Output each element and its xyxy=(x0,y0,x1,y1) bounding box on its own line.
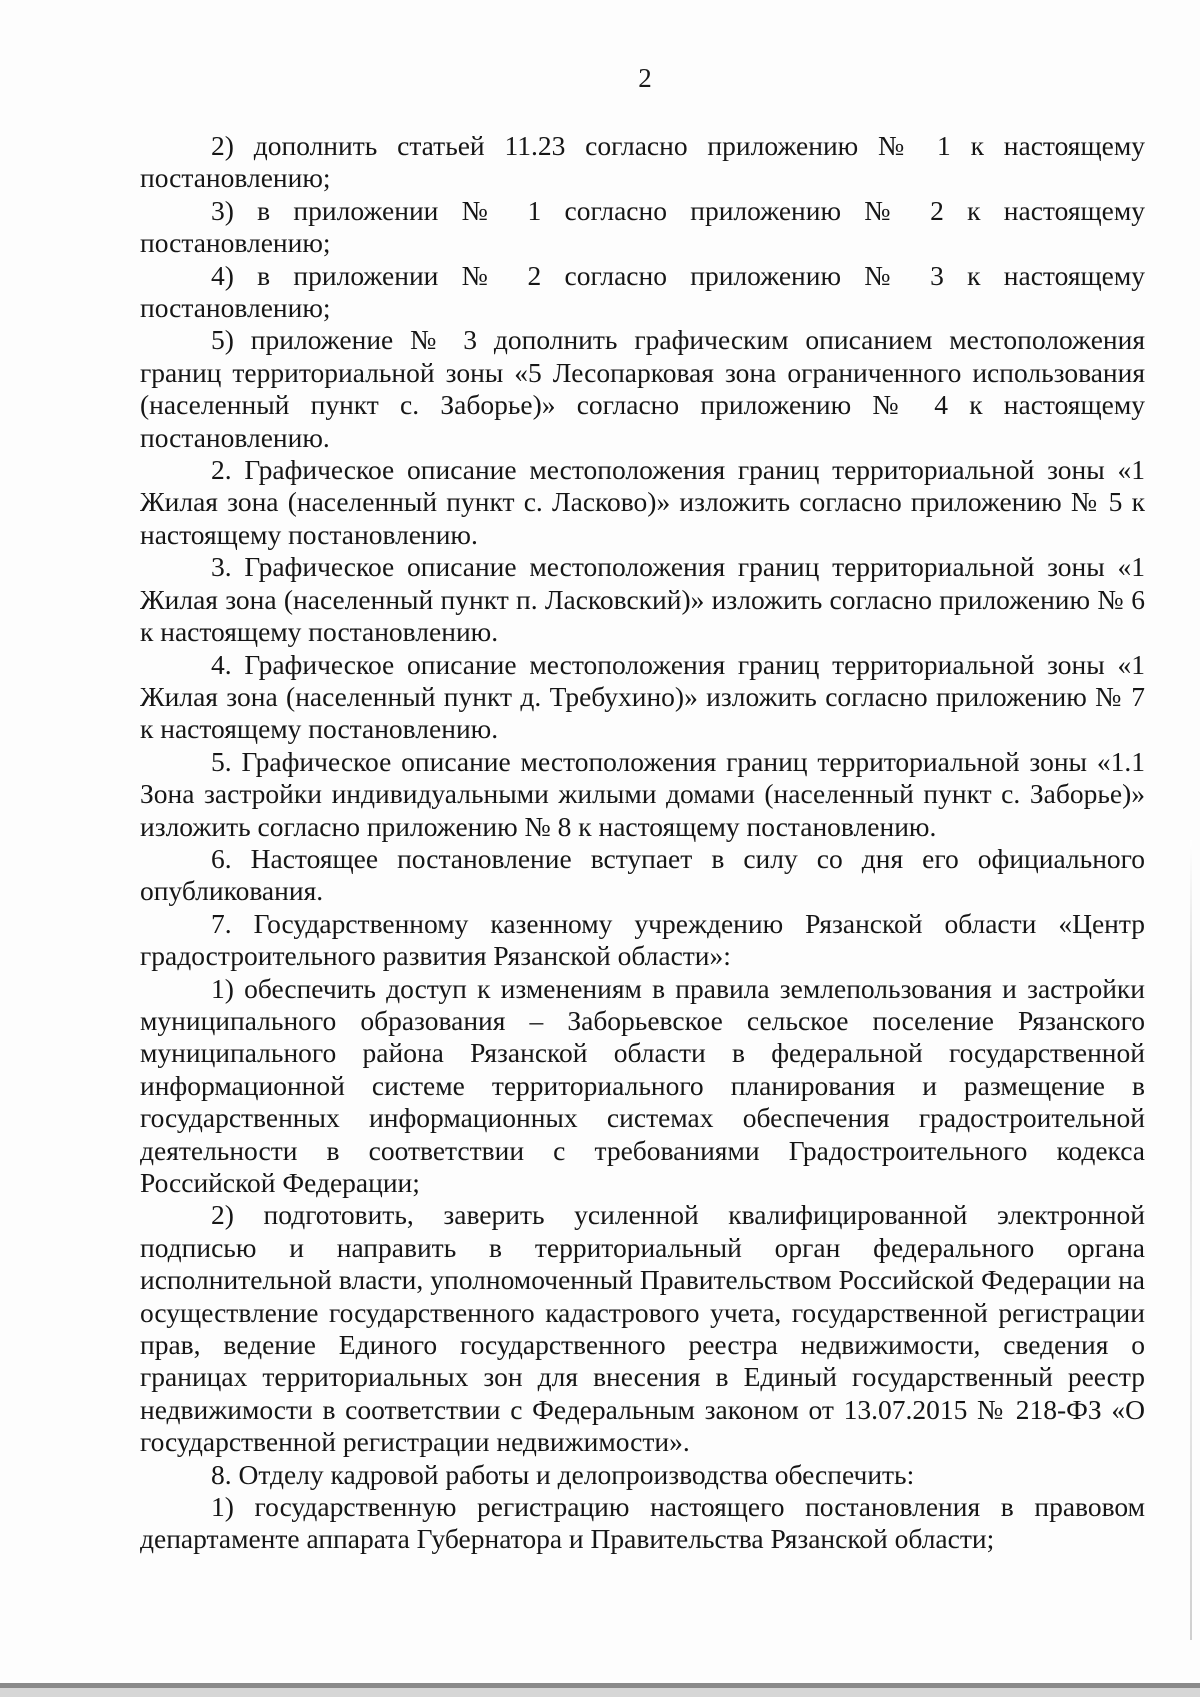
paragraph-point-8: 8. Отделу кадровой работы и делопроизводства обеспечить: xyxy=(211,1458,915,1490)
paragraph-point-7-sub-1: 1) обеспечить доступ к изменениям в правила землепользования и застройки муниципального образования – Заборьевское сельское поселение Рязанского муниципального района Рязанской области в федеральной государственной информационной системе территориального планирования и размещение в государственных информационных системах обеспечения градостроительной деятельности в соответствии с требованиями Градостроительного кодекса Российской Федерации; xyxy=(140,972,1145,1198)
scan-edge-right xyxy=(1190,840,1192,1640)
scan-edge-bottom-shadow xyxy=(0,1688,1200,1697)
paragraph-point-7-sub-2: 2) подготовить, заверить усиленной квалифицированной электронной подписью и направить в территориальный орган федерального органа исполнительной власти, уполномоченный Правительством Российской Федерации на осуществление государственного кадастрового учета, государственной регистрации прав, ведение Единого государственного реестра недвижимости, сведения о границах территориальных зон для внесения в Единый государственный реестр недвижимости в соответствии с Федеральным законом от 13.07.2015 № 218-ФЗ «О государственной регистрации недвижимости». xyxy=(140,1199,1145,1458)
paragraph-point-5: 5. Графическое описание местоположения границ территориальной зоны «1.1 Зона застройки индивидуальными жилыми домами (населенный пункт с. Заборье)» изложить согласно приложению № 8 к настоящему постановлению. xyxy=(140,745,1145,842)
paragraph-point-6: 6. Настоящее постановление вступает в силу со дня его официального опубликования. xyxy=(140,842,1145,907)
paragraph-item-4: 4) в приложении № 2 согласно приложению № 3 к настоящему постановлению; xyxy=(140,259,1145,324)
paragraph-point-8-sub-1: 1) государственную регистрацию настоящего постановления в правовом департаменте аппарата Губернатора и Правительства Рязанской области; xyxy=(140,1491,1145,1555)
document-body xyxy=(140,130,1145,1556)
page-number: 2 xyxy=(638,63,652,93)
paragraph-item-2: 2) дополнить статьей 11.23 согласно приложению № 1 к настоящему постановлению; xyxy=(140,130,1145,194)
paragraph-item-3: 3) в приложении № 1 согласно приложению № 2 к настоящему постановлению; xyxy=(140,194,1145,259)
paragraph-item-5: 5) приложение № 3 дополнить графическим описанием местоположения границ территориальной зоны «5 Лесопарковая зона ограниченного использования (населенный пункт с. Заборье)» согласно приложению № 4 к настоящему постановлению. xyxy=(140,324,1145,453)
paragraph-point-4: 4. Графическое описание местоположения границ территориальной зоны «1 Жилая зона (населенный пункт д. Требухино)» изложить согласно приложению № 7 к настоящему постановлению. xyxy=(140,648,1145,745)
paragraph-point-2: 2. Графическое описание местоположения границ территориальной зоны «1 Жилая зона (населенный пункт с. Ласково)» изложить согласно приложению № 5 к настоящему постановлению. xyxy=(140,454,1145,550)
paragraph-point-7: 7. Государственному казенному учреждению Рязанской области «Центр градостроительного развития Рязанской области»: xyxy=(140,907,1145,972)
paragraph-point-3: 3. Графическое описание местоположения границ территориальной зоны «1 Жилая зона (населенный пункт п. Ласковский)» изложить согласно приложению № 6 к настоящему постановлению. xyxy=(140,551,1145,648)
